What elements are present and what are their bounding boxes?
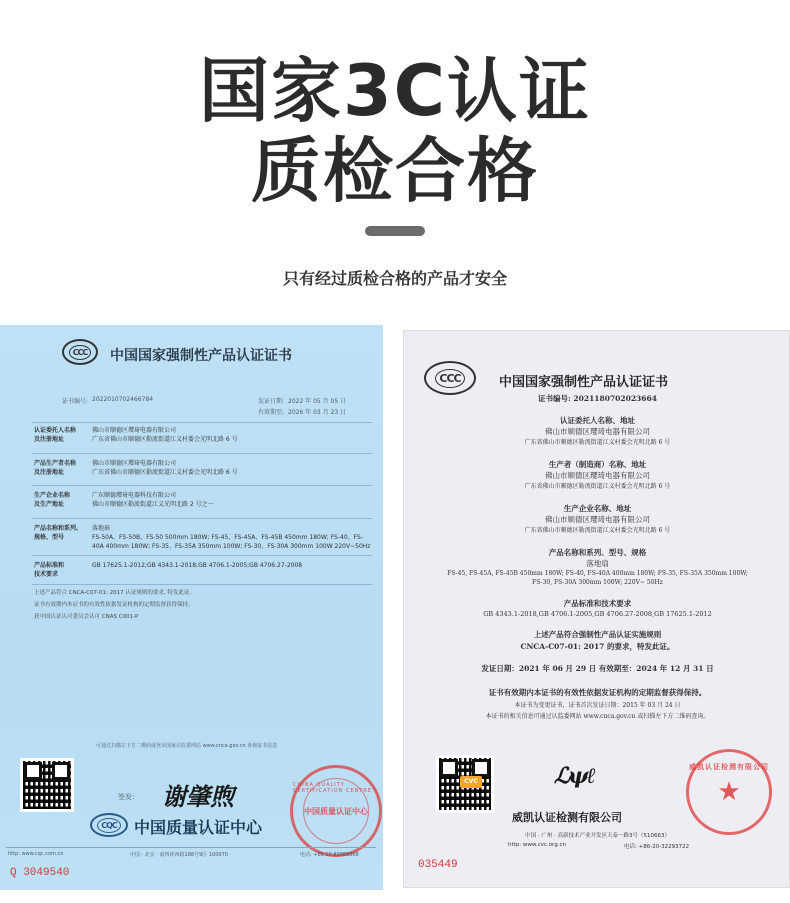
org-name: 威凯认证检测有限公司 — [512, 811, 622, 824]
factory-label: 生产企业名称 及生产地址 — [34, 492, 71, 508]
qr-code-icon — [20, 758, 74, 812]
standard-label: 产品标准和 技术要求 — [34, 562, 65, 578]
standard-value: GB 17625.1-2012;GB 4343.1-2018;GB 4706.1-2005;GB 4706.27-2008 — [92, 562, 303, 569]
validity-note: 证书有效期内本证书的有效性依据发证机构的定期监督获得保持。 — [488, 688, 707, 697]
cvc-stamp-icon: 威凯认证检测有限公司 ★ — [686, 749, 772, 835]
address: 中国 · 北京 · 南四环西路188号9区 100070 — [130, 852, 228, 858]
maker-heading: 生产者（制造商）名称、地址 — [548, 460, 647, 469]
cert-note-2: 证书有效期内本证书的有效性依据发证机构的定期监督获得保持。 — [34, 602, 194, 608]
cert-title: 中国国家强制性产品认证证书 — [499, 375, 669, 390]
standard-heading: 产品标准和技术要求 — [563, 599, 632, 608]
sign-label: 签发: — [118, 793, 135, 801]
maker-label: 产品生产者名称 及注册地址 — [34, 460, 77, 476]
cvc-certificate — [403, 330, 790, 888]
expire-date: 2026 年 03 月 23 日 — [288, 409, 347, 416]
phone: 电话: +86 10 83886666 — [300, 852, 359, 858]
cert-no: 证书编号: 2021180702023664 — [538, 394, 657, 403]
factory-value: 广东顺德璎琦电器科技有限公司 佛山市顺德区勒流街道江义光明北路 2 号之一 — [92, 492, 214, 508]
product-spec-1: FS-45, FS-45A, FS-45B 450mm 180W; FS-40, FS-40A 400mm 180W; FS-35, FS-35A 350mm 100W; — [447, 570, 748, 577]
expire-label: 有效期至: — [258, 409, 285, 416]
cert-no-label: 证书编号: — [62, 398, 89, 405]
client-address: 广东省佛山市顺德区勒流街道江义村委会光明北路 6 号 — [524, 439, 671, 446]
issue-date: 2022 年 05 月 05 日 — [288, 398, 347, 405]
cert-note-3: 获中国认证认可委员会认可 CNAS C001-P — [34, 614, 139, 620]
ccc-logo-icon: CCC — [424, 361, 476, 395]
divider — [32, 422, 372, 423]
divider — [6, 847, 376, 848]
hero-divider — [365, 226, 425, 236]
product-heading: 产品名称和系列、型号、规格 — [548, 548, 647, 557]
cqc-certificate — [0, 325, 383, 890]
product-label: 产品名称和系列、 规格、型号 — [34, 525, 83, 541]
product-name: 落地扇 — [586, 559, 609, 568]
rule-value: CNCA-C07-01: 2017 的要求，特发此证。 — [520, 642, 675, 651]
client-value: 佛山市顺德区璎琦电器有限公司 广东省佛山市顺德区勒流街道江义村委会光明北路 6 号 — [92, 427, 238, 443]
factory-name: 佛山市顺德区璎琦电器有限公司 — [545, 515, 650, 524]
query-note: 本证书的相关信息可通过认监委网站 www.cnca.gov.cn 或扫描左下方二维码查询。 — [485, 713, 710, 720]
org-name: 中国质量认证中心 — [134, 818, 263, 837]
signature-icon: ℒψℓ — [554, 763, 594, 789]
hero-subtitle: 只有经过质检合格的产品才安全 — [282, 269, 507, 288]
ccc-logo-icon: CCC — [62, 339, 98, 365]
serial-number: 035449 — [418, 859, 458, 871]
verify-note: 可通过扫描左下方二维码或登录国家认监委网站 www.cnca.gov.cn 查询证书信息 — [96, 743, 278, 749]
maker-value: 佛山市顺德区璎琦电器有限公司 广东省佛山市顺德区勒流街道江义村委会光明北路 6 号 — [92, 460, 238, 476]
cert-no: 2022010702466784 — [92, 396, 154, 403]
client-heading: 认证委托人名称、地址 — [560, 416, 635, 425]
address: 中国 · 广州 · 高新技术产业开发区天泰一路3号（510663） — [525, 833, 670, 839]
divider — [32, 584, 372, 585]
serial-number: Q 3049540 — [10, 867, 70, 879]
cvc-badge-icon: CVC — [460, 776, 482, 788]
issue-label: 发证日期: — [258, 398, 285, 405]
factory-address: 广东省佛山市顺德区勒流街道江义村委会光明北路 6 号 — [524, 527, 671, 534]
change-note: 本证书为变更证书，证书首次发证日期：2015 年 03 月 24 日 — [514, 702, 681, 709]
product-value: 落地扇 FS-50A、FS-50B、FS-50 500mm 180W; FS-45、FS-45A、FS-45B 450mm 180W; FS-40、FS-40A 400mm 180W; FS-35、FS-35A 350mm 100W; FS-30、FS-30A 300mm 100W 220V~50Hz — [92, 525, 371, 550]
cert-dates: 发证日期：2021 年 06 月 29 日 有效期至：2024 年 12 月 31 日 — [481, 664, 714, 673]
standard-value: GB 4343.1-2018,GB 4706.1-2005,GB 4706.27-2008,GB 17625.1-2012 — [483, 610, 712, 618]
website: http: www.cvc.org.cn — [508, 842, 566, 848]
signature: 谢肇煦 — [162, 782, 234, 811]
divider — [32, 485, 372, 486]
cert-title: 中国国家强制性产品认证证书 — [110, 348, 292, 364]
divider — [32, 518, 372, 519]
factory-heading: 生产企业名称、地址 — [563, 504, 632, 513]
divider — [32, 453, 372, 454]
rule-heading: 上述产品符合强制性产品认证实施规则 — [533, 630, 662, 639]
client-label: 认证委托人名称 及注册地址 — [34, 427, 77, 443]
maker-address: 广东省佛山市顺德区勒流街道江义村委会光明北路 6 号 — [524, 483, 671, 490]
hero-title-line2: 质检合格 — [251, 130, 539, 212]
product-spec-2: FS-30, FS-30A 300mm 100W; 220V~ 50Hz — [532, 579, 663, 586]
website: http: www.cqc.com.cn — [8, 851, 64, 857]
phone: 电话: +86-20-32293722 — [624, 844, 690, 850]
client-name: 佛山市顺德区璎琦电器有限公司 — [545, 427, 650, 436]
maker-name: 佛山市顺德区璎琦电器有限公司 — [545, 471, 650, 480]
cqc-stamp-icon: CHINA QUALITY CERTIFICATION CENTRE 中国质量认证中心 — [290, 765, 382, 857]
hero-title-line1: 国家3C认证 — [198, 50, 592, 132]
cert-note-1: 上述产品符合 CNCA-C07-01: 2017 认证规则的要求, 特发此证。 — [34, 590, 195, 596]
divider — [32, 555, 372, 556]
cqc-logo-icon: CQC — [90, 813, 128, 837]
